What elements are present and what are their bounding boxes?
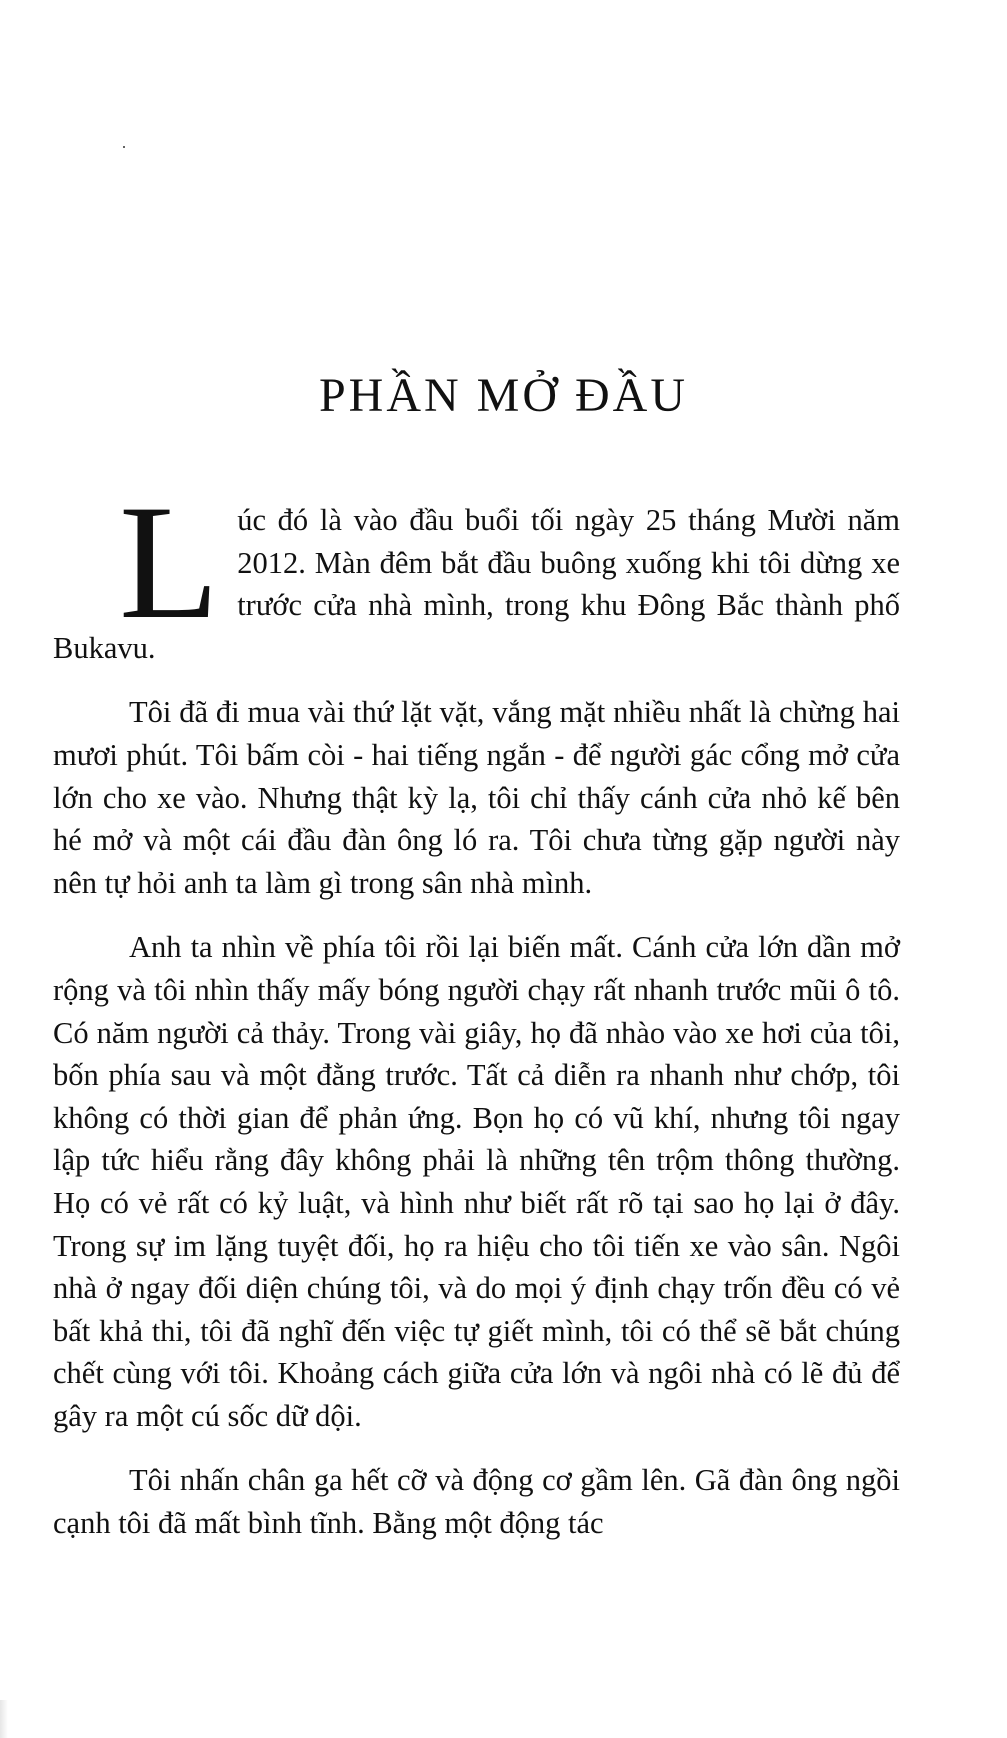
page-speck <box>123 146 125 148</box>
chapter-title: PHẦN MỞ ĐẦU <box>318 369 689 422</box>
paragraph-4: Tôi nhấn chân ga hết cỡ và động cơ gầm lên. Gã đàn ông ngồi cạnh tôi đã mất bình tĩnh. Bằng một động tác <box>53 1463 900 1541</box>
page-edge-shadow <box>0 1700 8 1738</box>
opening-paragraph-text: úc đó là vào đầu buổi tối ngày 25 tháng Mười năm 2012. Màn đêm bắt đầu buông xuống khi tôi dừng xe trước cửa nhà mình, trong khu Đông Bắc thành phố Bukavu. <box>53 503 900 665</box>
paragraph-2: Tôi đã đi mua vài thứ lặt vặt, vắng mặt nhiều nhất là chừng hai mươi phút. Tôi bấm còi - hai tiếng ngắn - để người gác cổng mở cửa lớn cho xe vào. Nhưng thật kỳ lạ, tôi chỉ thấy cánh cửa nhỏ kế bên hé mở và một cái đầu đàn ông ló ra. Tôi chưa từng gặp người này nên tự hỏi anh ta làm gì trong sân nhà mình. <box>53 695 900 900</box>
drop-cap: L <box>119 472 220 653</box>
body-text <box>53 472 900 1545</box>
paragraph-3: Anh ta nhìn về phía tôi rồi lại biến mất. Cánh cửa lớn dần mở rộng và tôi nhìn thấy mấy bóng người chạy rất nhanh trước mũi ô tô. Có năm người cả thảy. Trong vài giây, họ đã nhào vào xe hơi của tôi, bốn phía sau và một đằng trước. Tất cả diễn ra nhanh như chớp, tôi không có thời gian để phản ứng. Bọn họ có vũ khí, nhưng tôi ngay lập tức hiểu rằng đây không phải là những tên trộm thông thường. Họ có vẻ rất có kỷ luật, và hình như biết rất rõ tại sao họ lại ở đây. Trong sự im lặng tuyệt đối, họ ra hiệu cho tôi tiến xe vào sân. Ngôi nhà ở ngay đối diện chúng tôi, và do mọi ý định chạy trốn đều có vẻ bất khả thi, tôi đã nghĩ đến việc tự giết mình, tôi có thể sẽ bắt chúng chết cùng với tôi. Khoảng cách giữa cửa lớn và ngôi nhà có lẽ đủ để gây ra một cú sốc dữ dội. <box>53 930 900 1433</box>
opening-paragraph <box>53 472 900 669</box>
